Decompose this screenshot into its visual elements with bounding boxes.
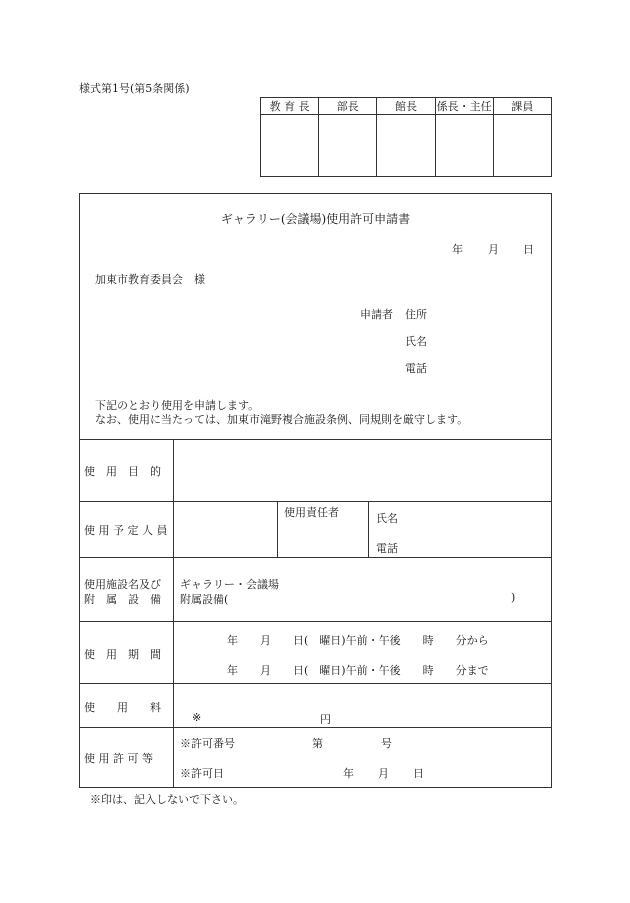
period-end[interactable]: 年 月 日( 曜日)午前・午後 時 分まで (227, 664, 489, 677)
row-divider (79, 727, 552, 728)
period-start[interactable]: 年 月 日( 曜日)午前・午後 時 分から (227, 634, 489, 647)
permit-dai: 第 (312, 737, 323, 750)
facility-equipment-close: ) (511, 591, 516, 604)
row-divider (79, 501, 552, 502)
permit-go: 号 (381, 737, 392, 750)
row-divider (79, 557, 552, 558)
approval-header-section-chief: 係長・主任 (435, 98, 493, 115)
manager-phone-label: 電話 (376, 542, 398, 555)
fee-unit: 円 (320, 713, 331, 726)
facility-equipment-label: 附属設備( (180, 593, 229, 606)
date-month: 月 (488, 243, 499, 256)
applicant-phone-field[interactable] (432, 357, 542, 374)
footnote: ※印は、記入しないで下さい。 (90, 793, 244, 806)
people-label: 使 用 予 定 人 員 (84, 524, 168, 537)
applicant-address-field[interactable] (432, 303, 542, 320)
addressee: 加東市教育委員会 様 (95, 273, 205, 286)
applicant-label: 申請者 (360, 308, 393, 321)
period-label: 使 用 期 間 (84, 648, 161, 661)
row-divider (79, 683, 552, 684)
approval-header-hall-chief: 館長 (377, 98, 435, 115)
approval-header-superintendent: 教 育 長 (261, 98, 319, 115)
manager-name-label: 氏名 (376, 512, 398, 525)
facility-label-1: 使用施設名及び (84, 578, 161, 591)
approval-header-staff: 課員 (493, 98, 551, 115)
permit-year: 年 (343, 767, 354, 780)
manager-phone-field[interactable] (402, 537, 547, 554)
permit-date-label: ※許可日 (180, 767, 224, 780)
approval-cell[interactable] (261, 115, 319, 177)
label-column-divider (173, 439, 174, 788)
applicant-name-field[interactable] (432, 330, 542, 347)
facility-name: ギャラリー・会議場 (180, 578, 279, 591)
approval-cell[interactable] (493, 115, 551, 177)
approval-cell[interactable] (319, 115, 377, 177)
permit-day: 日 (413, 767, 424, 780)
applicant-phone-label: 電話 (405, 362, 427, 375)
manager-name-field[interactable] (402, 507, 547, 524)
date-year: 年 (452, 243, 463, 256)
people-field[interactable] (176, 504, 274, 554)
purpose-field[interactable] (176, 442, 548, 498)
statement-line-1: 下記のとおり使用を申請します。 (95, 399, 260, 412)
purpose-label: 使 用 目 的 (84, 465, 161, 478)
approval-header-director: 部長 (319, 98, 377, 115)
facility-equipment-field[interactable] (232, 589, 507, 605)
fee-mark: ※ (192, 711, 202, 724)
people-column-divider (277, 501, 278, 557)
approval-stamp-table (260, 97, 552, 177)
applicant-name-label: 氏名 (405, 335, 427, 348)
facility-label-2: 附 属 設 備 (84, 593, 161, 606)
row-divider (79, 439, 552, 440)
approval-cell[interactable] (435, 115, 493, 177)
form-number: 様式第1号(第5条関係) (79, 82, 190, 95)
date-day: 日 (523, 243, 534, 256)
permit-number-label: ※許可番号 (180, 737, 235, 750)
manager-label: 使用責任者 (284, 506, 339, 519)
applicant-address-label: 住所 (405, 308, 427, 321)
approval-cell[interactable] (377, 115, 435, 177)
permit-month: 月 (378, 767, 389, 780)
fee-label: 使 用 料 (84, 701, 161, 714)
row-divider (79, 621, 552, 622)
permit-label: 使 用 許 可 等 (84, 752, 153, 765)
form-title: ギャラリー(会議場)使用許可申請書 (220, 212, 411, 226)
manager-column-divider (368, 501, 369, 557)
statement-line-2: なお、使用に当たっては、加東市滝野複合施設条例、同規則を厳守します。 (95, 413, 469, 426)
